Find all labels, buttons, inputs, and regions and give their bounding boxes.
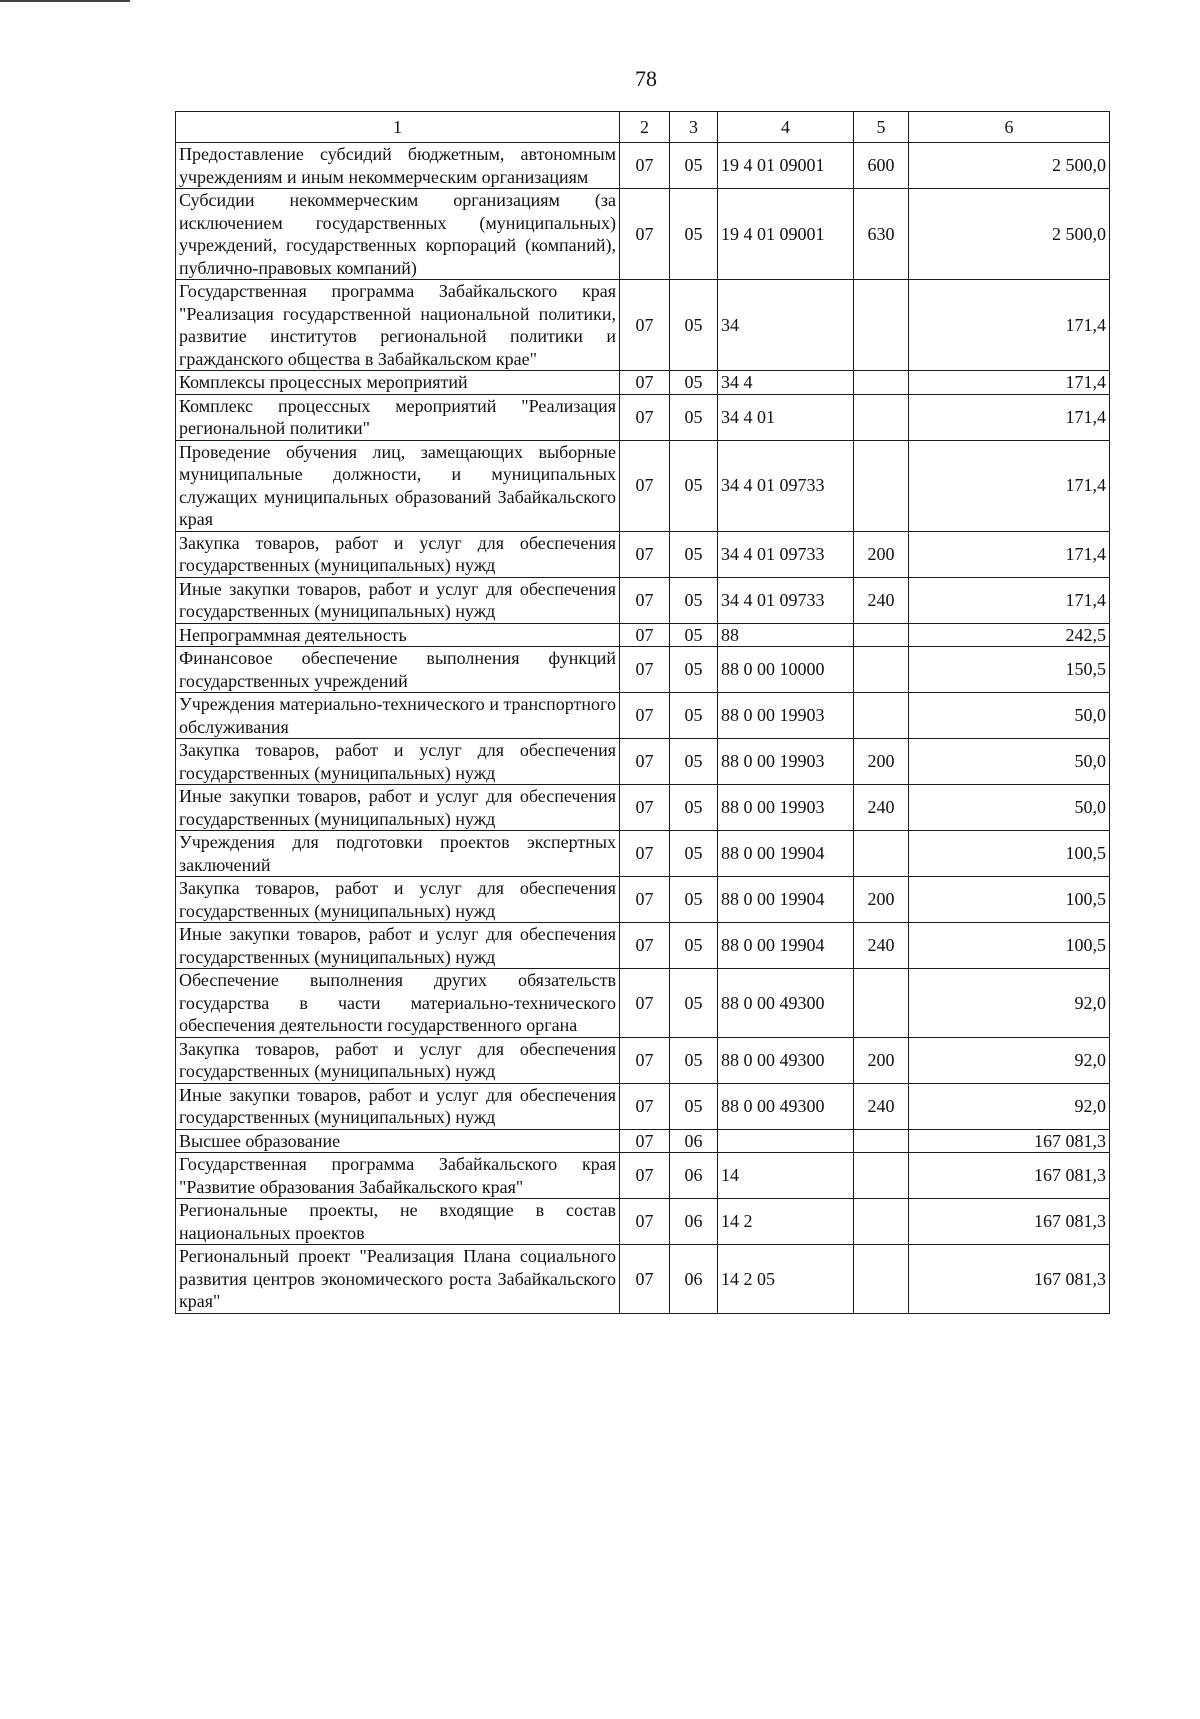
table-row	[176, 280, 1110, 371]
row-section: 07	[620, 280, 670, 371]
row-target-article: 88 0 00 19903	[718, 693, 854, 739]
table-row	[176, 647, 1110, 693]
row-amount: 171,4	[909, 531, 1110, 577]
row-section: 07	[620, 1083, 670, 1129]
row-amount: 50,0	[909, 693, 1110, 739]
table-row	[176, 877, 1110, 923]
row-target-article: 34 4 01	[718, 394, 854, 440]
row-section: 07	[620, 189, 670, 280]
row-amount: 100,5	[909, 923, 1110, 969]
row-target-article: 34	[718, 280, 854, 371]
row-section: 07	[620, 877, 670, 923]
row-subsection: 05	[670, 923, 718, 969]
row-expense-type	[854, 969, 909, 1038]
row-description: Комплексы процессных мероприятий	[176, 371, 620, 395]
table-row	[176, 693, 1110, 739]
table-row	[176, 785, 1110, 831]
row-section: 07	[620, 577, 670, 623]
row-expense-type	[854, 280, 909, 371]
row-subsection: 05	[670, 647, 718, 693]
table-row	[176, 531, 1110, 577]
row-expense-type: 200	[854, 1037, 909, 1083]
row-amount: 171,4	[909, 394, 1110, 440]
row-section: 07	[620, 440, 670, 531]
row-subsection: 05	[670, 969, 718, 1038]
row-subsection: 05	[670, 440, 718, 531]
row-description: Государственная программа Забайкальского края "Реализация государственной национальной политики, развитие институтов региональной политики и гражданского общества в Забайкальском крае"	[176, 280, 620, 371]
row-expense-type	[854, 440, 909, 531]
header-cell-col2: 2	[620, 112, 670, 143]
budget-table	[175, 111, 1110, 1314]
row-expense-type	[854, 394, 909, 440]
row-description: Закупка товаров, работ и услуг для обеспечения государственных (муниципальных) нужд	[176, 1037, 620, 1083]
row-description: Региональные проекты, не входящие в состав национальных проектов	[176, 1199, 620, 1245]
header-cell-col1: 1	[176, 112, 620, 143]
row-section: 07	[620, 1037, 670, 1083]
row-description: Региональный проект "Реализация Плана социального развития центров экономического роста Забайкальского края"	[176, 1245, 620, 1314]
row-expense-type: 240	[854, 577, 909, 623]
row-amount: 2 500,0	[909, 143, 1110, 189]
row-amount: 100,5	[909, 831, 1110, 877]
row-expense-type: 600	[854, 143, 909, 189]
row-section: 07	[620, 647, 670, 693]
row-description: Иные закупки товаров, работ и услуг для обеспечения государственных (муниципальных) нужд	[176, 577, 620, 623]
scan-edge-line	[0, 0, 130, 2]
table-row	[176, 1037, 1110, 1083]
row-description: Обеспечение выполнения других обязательств государства в части материально-технического обеспечения деятельности государственного органа	[176, 969, 620, 1038]
row-description: Государственная программа Забайкальского края "Развитие образования Забайкальского края"	[176, 1153, 620, 1199]
table-row	[176, 143, 1110, 189]
table-row	[176, 1245, 1110, 1314]
row-target-article: 14 2	[718, 1199, 854, 1245]
row-subsection: 05	[670, 371, 718, 395]
row-subsection: 05	[670, 1037, 718, 1083]
table-row	[176, 394, 1110, 440]
row-subsection: 06	[670, 1199, 718, 1245]
row-description: Учреждения для подготовки проектов экспертных заключений	[176, 831, 620, 877]
row-amount: 171,4	[909, 280, 1110, 371]
row-expense-type	[854, 1153, 909, 1199]
row-target-article: 34 4	[718, 371, 854, 395]
row-expense-type: 200	[854, 531, 909, 577]
row-description: Высшее образование	[176, 1129, 620, 1153]
row-target-article: 88 0 00 49300	[718, 1037, 854, 1083]
row-section: 07	[620, 394, 670, 440]
row-target-article: 88 0 00 49300	[718, 969, 854, 1038]
row-subsection: 06	[670, 1245, 718, 1314]
row-section: 07	[620, 739, 670, 785]
row-target-article: 88 0 00 19903	[718, 739, 854, 785]
table-row	[176, 969, 1110, 1038]
row-description: Субсидии некоммерческим организациям (за исключением государственных (муниципальных) учреждений, государственных корпораций (компаний), публично-правовых компаний)	[176, 189, 620, 280]
row-subsection: 05	[670, 280, 718, 371]
row-amount: 92,0	[909, 969, 1110, 1038]
row-subsection: 05	[670, 1083, 718, 1129]
header-cell-col3: 3	[670, 112, 718, 143]
table-row	[176, 739, 1110, 785]
table-row	[176, 923, 1110, 969]
row-description: Закупка товаров, работ и услуг для обеспечения государственных (муниципальных) нужд	[176, 877, 620, 923]
row-description: Закупка товаров, работ и услуг для обеспечения государственных (муниципальных) нужд	[176, 531, 620, 577]
row-target-article	[718, 1129, 854, 1153]
row-section: 07	[620, 623, 670, 647]
row-expense-type: 200	[854, 739, 909, 785]
row-section: 07	[620, 1153, 670, 1199]
row-subsection: 06	[670, 1153, 718, 1199]
row-expense-type	[854, 1245, 909, 1314]
row-target-article: 34 4 01 09733	[718, 531, 854, 577]
row-section: 07	[620, 693, 670, 739]
row-subsection: 05	[670, 739, 718, 785]
header-cell-col5: 5	[854, 112, 909, 143]
row-expense-type	[854, 623, 909, 647]
row-description: Проведение обучения лиц, замещающих выборные муниципальные должности, и муниципальных служащих муниципальных образований Забайкальского края	[176, 440, 620, 531]
table-header	[176, 112, 1110, 143]
table-row	[176, 831, 1110, 877]
table-row	[176, 1153, 1110, 1199]
row-subsection: 06	[670, 1129, 718, 1153]
row-section: 07	[620, 143, 670, 189]
row-description: Учреждения материально-технического и транспортного обслуживания	[176, 693, 620, 739]
row-expense-type: 240	[854, 785, 909, 831]
table-row	[176, 623, 1110, 647]
table-body	[176, 143, 1110, 1314]
row-amount: 150,5	[909, 647, 1110, 693]
row-section: 07	[620, 1245, 670, 1314]
row-target-article: 14	[718, 1153, 854, 1199]
row-section: 07	[620, 531, 670, 577]
row-target-article: 19 4 01 09001	[718, 143, 854, 189]
row-amount: 50,0	[909, 785, 1110, 831]
header-row	[176, 112, 1110, 143]
row-target-article: 88 0 00 19903	[718, 785, 854, 831]
row-description: Предоставление субсидий бюджетным, автономным учреждениям и иным некоммерческим организациям	[176, 143, 620, 189]
row-expense-type	[854, 647, 909, 693]
row-target-article: 14 2 05	[718, 1245, 854, 1314]
table-row	[176, 440, 1110, 531]
header-cell-col4: 4	[718, 112, 854, 143]
row-target-article: 88	[718, 623, 854, 647]
row-expense-type: 630	[854, 189, 909, 280]
row-description: Непрограммная деятельность	[176, 623, 620, 647]
table-row	[176, 577, 1110, 623]
row-section: 07	[620, 371, 670, 395]
row-subsection: 05	[670, 831, 718, 877]
row-amount: 50,0	[909, 739, 1110, 785]
row-expense-type	[854, 1129, 909, 1153]
row-expense-type	[854, 693, 909, 739]
row-subsection: 05	[670, 143, 718, 189]
row-amount: 92,0	[909, 1037, 1110, 1083]
row-subsection: 05	[670, 577, 718, 623]
row-amount: 171,4	[909, 577, 1110, 623]
table-row	[176, 1129, 1110, 1153]
table-row	[176, 1083, 1110, 1129]
row-description: Иные закупки товаров, работ и услуг для обеспечения государственных (муниципальных) нужд	[176, 785, 620, 831]
row-subsection: 05	[670, 394, 718, 440]
row-target-article: 88 0 00 10000	[718, 647, 854, 693]
table-row	[176, 1199, 1110, 1245]
row-expense-type	[854, 371, 909, 395]
row-amount: 167 081,3	[909, 1153, 1110, 1199]
row-amount: 167 081,3	[909, 1245, 1110, 1314]
row-section: 07	[620, 923, 670, 969]
row-description: Комплекс процессных мероприятий "Реализация региональной политики"	[176, 394, 620, 440]
row-target-article: 19 4 01 09001	[718, 189, 854, 280]
row-subsection: 05	[670, 189, 718, 280]
row-target-article: 88 0 00 49300	[718, 1083, 854, 1129]
row-amount: 242,5	[909, 623, 1110, 647]
row-subsection: 05	[670, 785, 718, 831]
page-number: 78	[635, 66, 657, 91]
row-target-article: 88 0 00 19904	[718, 877, 854, 923]
row-amount: 167 081,3	[909, 1199, 1110, 1245]
row-expense-type	[854, 1199, 909, 1245]
row-section: 07	[620, 785, 670, 831]
row-subsection: 05	[670, 623, 718, 647]
row-target-article: 34 4 01 09733	[718, 577, 854, 623]
row-subsection: 05	[670, 877, 718, 923]
row-subsection: 05	[670, 693, 718, 739]
table-row	[176, 189, 1110, 280]
row-description: Иные закупки товаров, работ и услуг для обеспечения государственных (муниципальных) нужд	[176, 1083, 620, 1129]
row-amount: 171,4	[909, 371, 1110, 395]
row-target-article: 88 0 00 19904	[718, 831, 854, 877]
row-amount: 2 500,0	[909, 189, 1110, 280]
row-expense-type: 240	[854, 1083, 909, 1129]
row-amount: 167 081,3	[909, 1129, 1110, 1153]
row-target-article: 88 0 00 19904	[718, 923, 854, 969]
row-description: Иные закупки товаров, работ и услуг для обеспечения государственных (муниципальных) нужд	[176, 923, 620, 969]
row-amount: 171,4	[909, 440, 1110, 531]
row-target-article: 34 4 01 09733	[718, 440, 854, 531]
table-row	[176, 371, 1110, 395]
row-section: 07	[620, 969, 670, 1038]
row-subsection: 05	[670, 531, 718, 577]
header-cell-col6: 6	[909, 112, 1110, 143]
row-description: Закупка товаров, работ и услуг для обеспечения государственных (муниципальных) нужд	[176, 739, 620, 785]
row-section: 07	[620, 1199, 670, 1245]
row-expense-type: 200	[854, 877, 909, 923]
row-section: 07	[620, 831, 670, 877]
row-amount: 100,5	[909, 877, 1110, 923]
row-description: Финансовое обеспечение выполнения функций государственных учреждений	[176, 647, 620, 693]
row-expense-type: 240	[854, 923, 909, 969]
row-section: 07	[620, 1129, 670, 1153]
row-expense-type	[854, 831, 909, 877]
row-amount: 92,0	[909, 1083, 1110, 1129]
